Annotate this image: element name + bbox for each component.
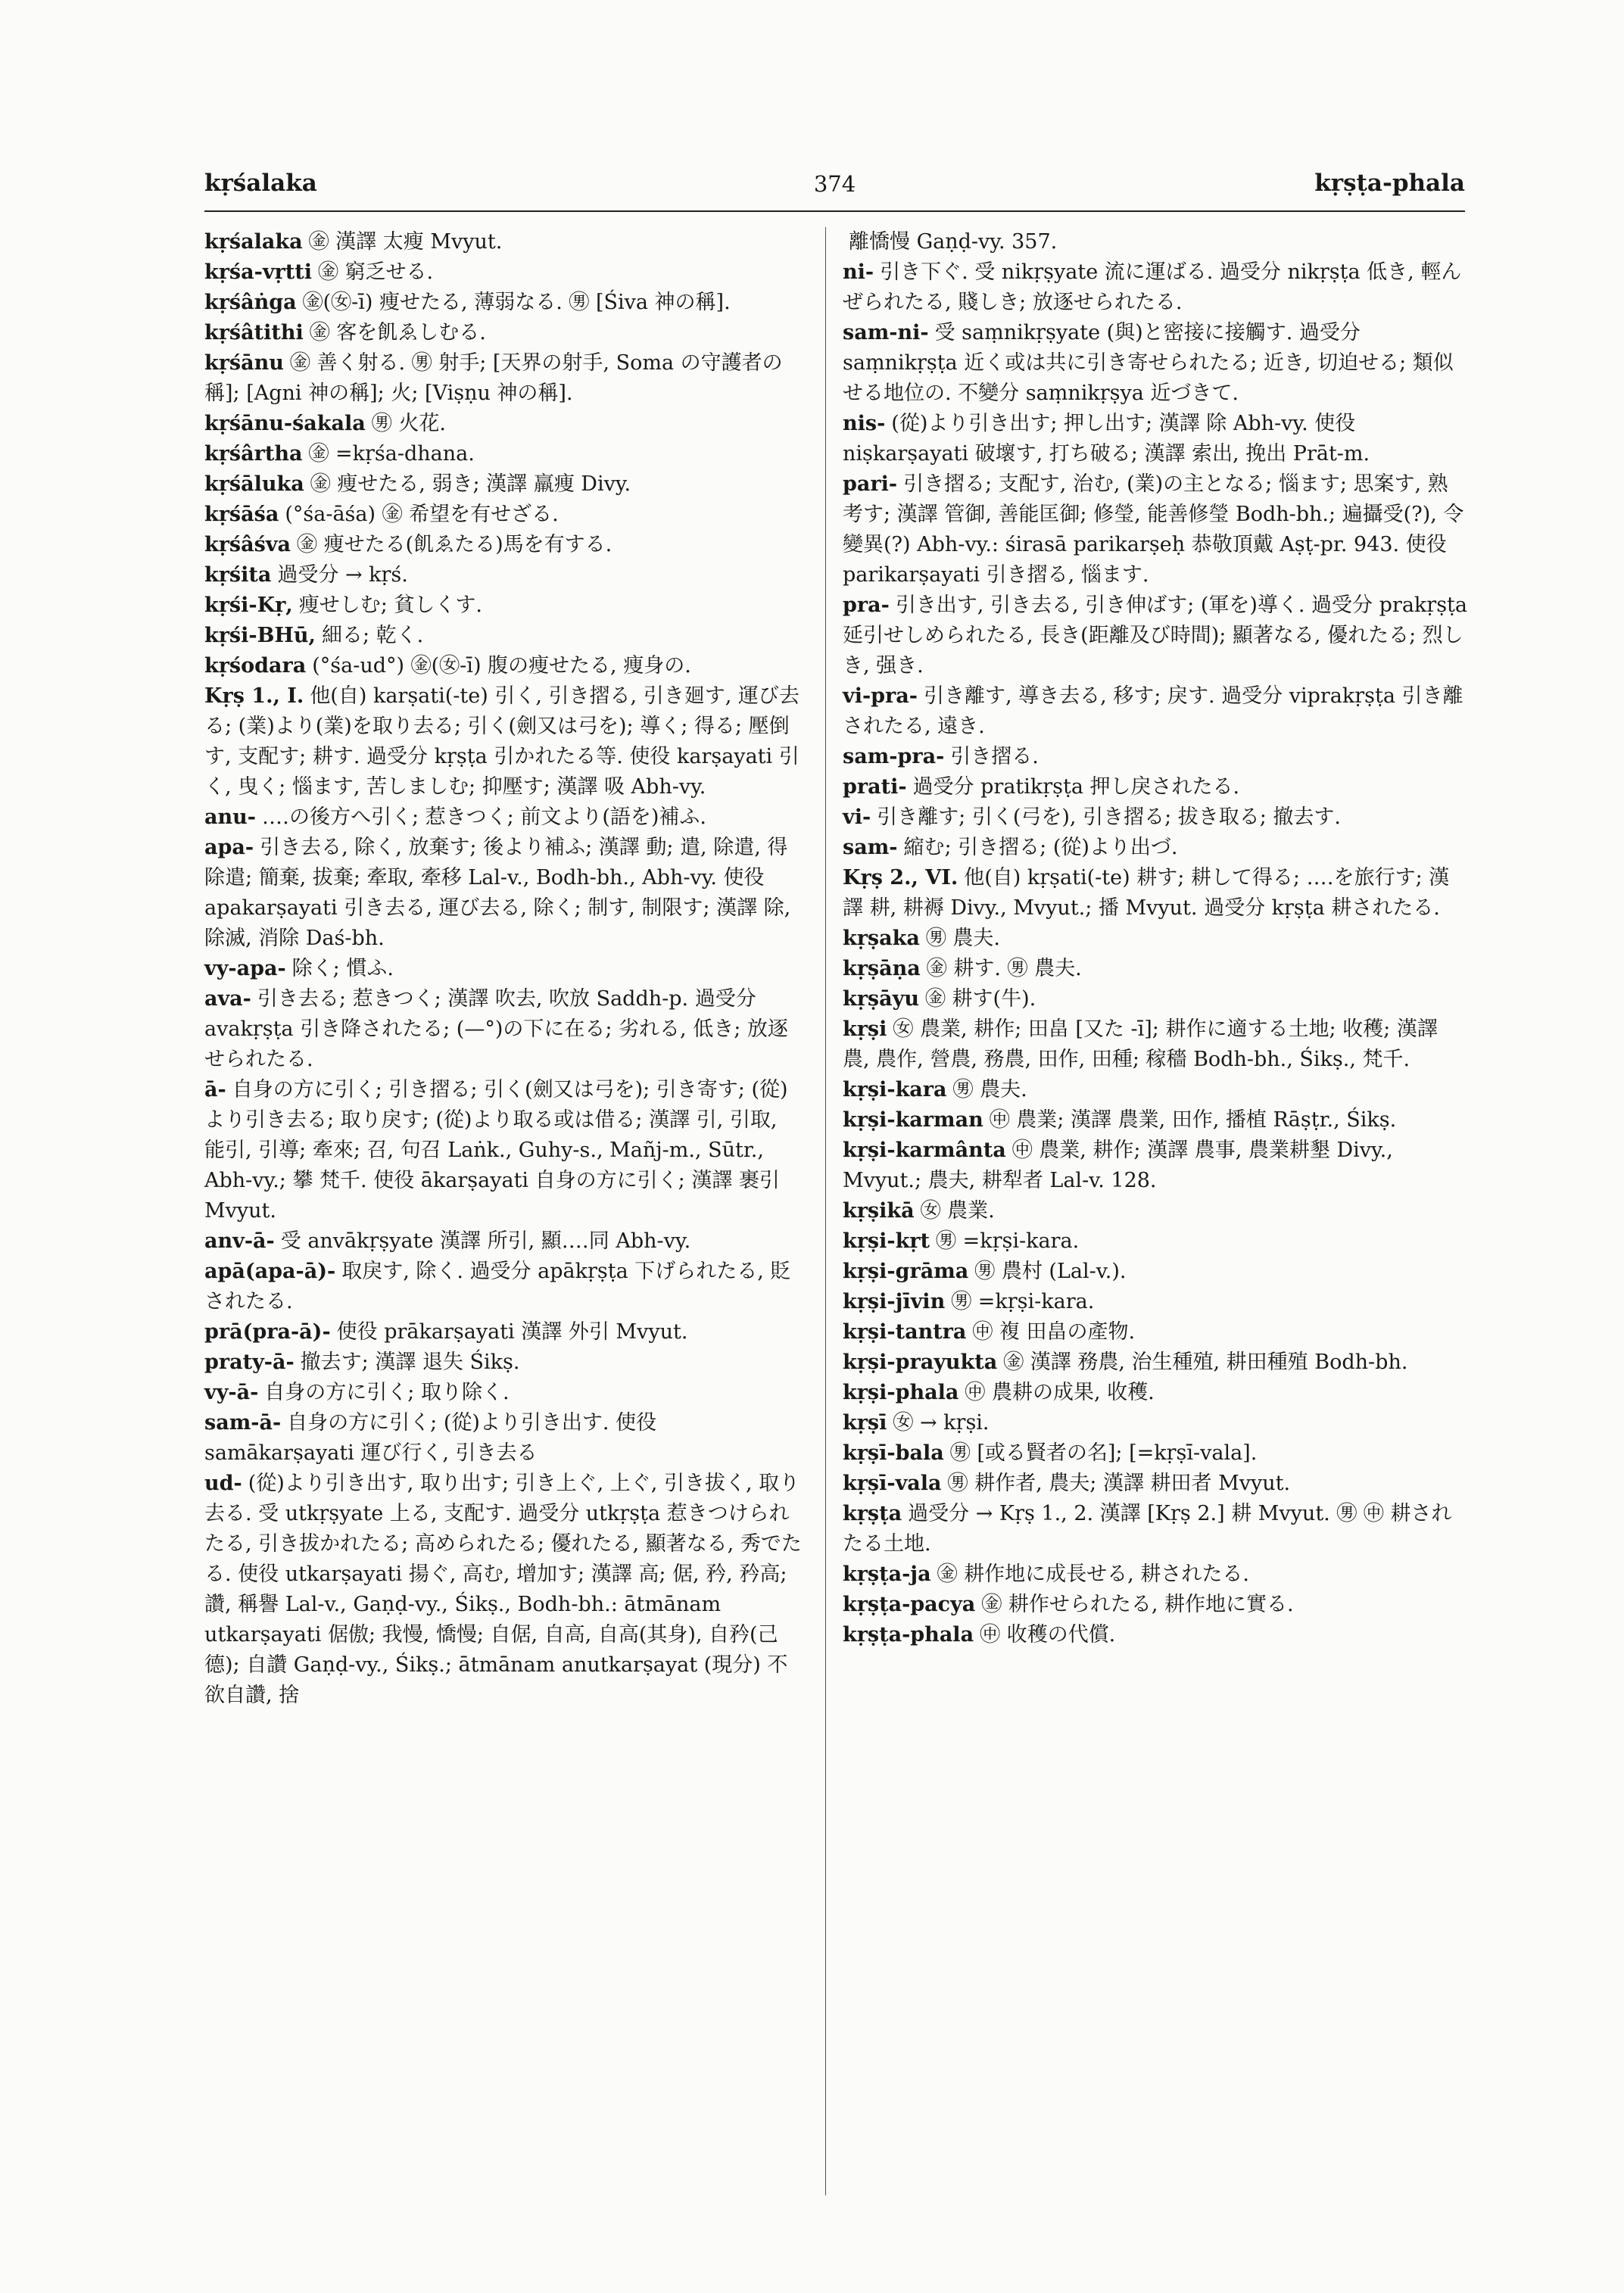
dictionary-entry bbox=[843, 1347, 1467, 1378]
entry-headword: sam- bbox=[843, 836, 898, 859]
entry-definition: ㊎(㊛-ī) 痩せたる, 薄弱なる. ㊚ [Śiva 神の稱]. bbox=[302, 291, 731, 314]
entry-definition: 引き去る, 除く, 放棄す; 後より補ふ; 漢譯 動; 遣, 除遣, 得除遣; 簡棄, 拔棄; 牽取, 牽移 Lal-v., Bodh-bh., Abh-vy. 使役 apakarṣayati 引き去る, 運び去る, 除く; 制す, 制限す; 漢譯 除, 除滅, 消除 Daś-bh. bbox=[204, 836, 791, 950]
entry-headword: sam-ā- bbox=[204, 1411, 282, 1435]
dictionary-entry bbox=[843, 772, 1467, 802]
entry-headword: ava- bbox=[204, 987, 251, 1011]
dictionary-entry bbox=[204, 590, 803, 621]
entry-headword: vy-ā- bbox=[204, 1381, 259, 1404]
dictionary-entry bbox=[843, 1620, 1467, 1650]
entry-headword: anu- bbox=[204, 805, 256, 829]
entry-definition: ‥‥の後方へ引く; 惹きつく; 前文より(語を)補ふ. bbox=[261, 805, 706, 829]
entry-headword: ni- bbox=[843, 260, 874, 284]
entry-headword: kṛṣi-tantra bbox=[843, 1320, 967, 1344]
entry-headword: kṛṣi bbox=[843, 1017, 887, 1041]
entry-definition: ㊚ 火花. bbox=[371, 412, 446, 435]
entry-headword: kṛśa-vṛtti bbox=[204, 260, 312, 284]
entry-definition: ㊚ 耕作者, 農夫; 漢譯 耕田者 Mvyut. bbox=[947, 1472, 1291, 1495]
entry-headword: pra- bbox=[843, 594, 890, 617]
entry-headword: kṛśârtha bbox=[204, 442, 303, 466]
entry-definition: 他(自) karṣati(-te) 引く, 引き摺る, 引き廻す, 運び去る; (業)より(業)を取り去る; 引く(劍又は弓を); 導く; 得る; 壓倒す, 支配す; 耕す. 過受分 kṛṣṭa 引かれたる等. 使役 karṣayati 引く, 曳く; 惱ます, 苦しましむ; 抑壓す; 漢譯 吸 Abh-vy. bbox=[204, 684, 800, 799]
dictionary-entry bbox=[204, 651, 803, 681]
entry-headword: apa- bbox=[204, 836, 254, 859]
entry-definition: ㊚ =kṛṣi-kara. bbox=[951, 1290, 1095, 1313]
entry-definition: 取戾す, 除く. 過受分 apākṛṣṭa 下げられたる, 貶されたる. bbox=[204, 1260, 791, 1313]
entry-headword: kṛṣṭa-pacya bbox=[843, 1593, 976, 1616]
entry-definition: ㊎ =kṛśa-dhana. bbox=[308, 442, 475, 466]
entry-definition: ㊎ 耕作せられたる, 耕作地に實る. bbox=[981, 1593, 1294, 1616]
entry-headword: kṛṣāyu bbox=[843, 987, 919, 1011]
entry-headword: kṛśâṅga bbox=[204, 291, 297, 314]
entry-headword: apā(apa-ā)- bbox=[204, 1260, 336, 1283]
dictionary-entry bbox=[204, 288, 803, 318]
entry-headword: kṛṣi-grāma bbox=[843, 1260, 969, 1283]
entry-definition: 細る; 乾く. bbox=[321, 624, 424, 647]
dictionary-entry bbox=[204, 530, 803, 560]
entry-definition: ㊎ 耕す(牛). bbox=[924, 987, 1036, 1011]
entry-definition: ㊚ =kṛṣi-kara. bbox=[936, 1229, 1080, 1253]
entry-definition: 撤去す; 漢譯 退失 Śikṣ. bbox=[300, 1351, 520, 1374]
entry-headword: sam-ni- bbox=[843, 321, 929, 344]
dictionary-entry bbox=[843, 1226, 1467, 1257]
dictionary-entry bbox=[204, 954, 803, 984]
entry-definition: ㊛ 農業, 耕作; 田畠 [又た -ī]; 耕作に適する土地; 收穫; 漢譯 農, 農作, 營農, 務農, 田作, 田種; 稼穡 Bodh-bh., Śikṣ., 梵千. bbox=[843, 1017, 1438, 1071]
entry-definition: ㊚ 農村 (Lal-v.). bbox=[974, 1260, 1127, 1283]
entry-definition: 引き離す, 導き去る, 移す; 戾す. 過受分 viprakṛṣṭa 引き離されたる, 遠き. bbox=[843, 684, 1463, 738]
entry-definition: ㊛ 農業. bbox=[920, 1199, 995, 1223]
dictionary-entry bbox=[843, 1378, 1467, 1408]
entry-definition: ㊎ 耕す. ㊚ 農夫. bbox=[926, 957, 1082, 980]
entry-definition: ㊥ 農耕の成果, 收穫. bbox=[965, 1381, 1155, 1404]
dictionary-entry bbox=[843, 1105, 1467, 1136]
entry-headword: kṛṣī bbox=[843, 1411, 887, 1435]
entry-definition: ㊎ 客を飢ゑしむる. bbox=[309, 321, 486, 344]
dictionary-entry bbox=[204, 1075, 803, 1226]
page-number: 374 bbox=[813, 171, 856, 197]
entry-headword: kṛśāśa bbox=[204, 503, 279, 526]
entry-headword: kṛṣāṇa bbox=[843, 957, 921, 980]
entry-headword: kṛṣi-kara bbox=[843, 1078, 947, 1101]
right-column bbox=[843, 227, 1467, 1650]
dictionary-entry bbox=[204, 348, 803, 409]
entry-definition: ㊚ [或る賢者の名]; [=kṛṣī-vala]. bbox=[949, 1441, 1258, 1465]
dictionary-entry bbox=[843, 1559, 1467, 1590]
entry-definition: (°śa-ud°) ㊎(㊛-ī) 腹の痩せたる, 痩身の. bbox=[312, 654, 691, 678]
entry-definition: ㊎ 善く射る. ㊚ 射手; [天界の射手, Soma の守護者の稱]; [Agni 神の稱]; 火; [Viṣṇu 神の稱]. bbox=[204, 351, 783, 405]
entry-definition: 除く; 慣ふ. bbox=[291, 957, 394, 980]
entry-headword: kṛṣikā bbox=[843, 1199, 915, 1223]
entry-definition: 使役 prākarṣayati 漢譯 外引 Mvyut. bbox=[336, 1320, 688, 1344]
dictionary-entry bbox=[843, 590, 1467, 681]
entry-definition: ㊎ 窮乏せる. bbox=[317, 260, 434, 284]
dictionary-entry bbox=[843, 469, 1467, 590]
dictionary-entry bbox=[843, 1408, 1467, 1438]
entry-definition: ㊎ 耕作地に成長せる, 耕されたる. bbox=[937, 1562, 1249, 1586]
entry-headword: sam-pra- bbox=[843, 745, 945, 768]
entry-headword: kṛṣi-prayukta bbox=[843, 1351, 998, 1374]
entry-headword: kṛṣi-jīvin bbox=[843, 1290, 946, 1313]
dictionary-entry bbox=[204, 1226, 803, 1257]
dictionary-entry bbox=[843, 984, 1467, 1014]
dictionary-entry bbox=[204, 833, 803, 954]
dictionary-entry bbox=[843, 954, 1467, 984]
entry-headword: nis- bbox=[843, 412, 886, 435]
dictionary-entry bbox=[843, 257, 1467, 318]
dictionary-entry bbox=[204, 1317, 803, 1347]
entry-definition: ㊎ 漢譯 太瘦 Mvyut. bbox=[308, 230, 503, 254]
dictionary-entry bbox=[204, 621, 803, 651]
dictionary-entry bbox=[843, 742, 1467, 772]
dictionary-entry bbox=[843, 227, 1467, 257]
entry-headword: kṛśi-BHū, bbox=[204, 624, 316, 647]
entry-headword: kṛṣṭa-phala bbox=[843, 1623, 974, 1647]
entry-headword: kṛṣaka bbox=[843, 927, 920, 950]
entry-definition: 引き出す, 引き去る, 引き伸ばす; (軍を)導く. 過受分 prakṛṣṭa 延引せしめられたる, 長き(距離及び時間); 顯著なる, 優れたる; 烈しき, 强き. bbox=[843, 594, 1467, 678]
dictionary-entry bbox=[204, 984, 803, 1075]
entry-headword: anv-ā- bbox=[204, 1229, 275, 1253]
dictionary-entry bbox=[843, 1196, 1467, 1226]
dictionary-entry bbox=[204, 409, 803, 439]
entry-headword: kṛśâśva bbox=[204, 533, 291, 556]
entry-headword: kṛṣī-vala bbox=[843, 1472, 942, 1495]
entry-definition: 自身の方に引く; 引き摺る; 引く(劍又は弓を); 引き寄す; (從)より引き去る; 取り戾す; (從)より取る或は借る; 漢譯 引, 引取, 能引, 引導; 牽來; 召, 句召 Laṅk., Guhy-s., Mañj-m., Sūtr., Abh-vy.; 攀 梵千. 使役 ākarṣayati 自身の方に引く; 漢譯 裹引 Mvyut. bbox=[204, 1078, 788, 1223]
entry-definition: ㊥ 農業, 耕作; 漢譯 農事, 農業耕墾 Divy., Mvyut.; 農夫, 耕犁者 Lal-v. 128. bbox=[843, 1139, 1393, 1192]
dictionary-entry bbox=[204, 257, 803, 288]
header-rule bbox=[204, 210, 1465, 212]
dictionary-entry bbox=[843, 1499, 1467, 1559]
entry-headword: ud- bbox=[204, 1472, 242, 1495]
entry-definition: 過受分 → Kṛṣ 1., 2. 漢譯 [Kṛṣ 2.] 耕 Mvyut. ㊚ ㊥ 耕されたる土地. bbox=[843, 1502, 1452, 1556]
entry-headword: Kṛṣ 2., VI. bbox=[843, 866, 959, 889]
dictionary-entry bbox=[843, 924, 1467, 954]
left-column bbox=[204, 227, 803, 1711]
dictionary-entry bbox=[204, 560, 803, 590]
entry-definition: ㊥ 農業; 漢譯 農業, 田作, 播植 Rāṣṭr., Śikṣ. bbox=[989, 1108, 1397, 1132]
entry-definition: 過受分 → kṛś. bbox=[277, 563, 408, 587]
entry-headword: kṛṣi-karman bbox=[843, 1108, 983, 1132]
entry-headword: kṛśodara bbox=[204, 654, 307, 678]
dictionary-entry bbox=[204, 1257, 803, 1317]
entry-headword: Kṛṣ 1., I. bbox=[204, 684, 304, 708]
dictionary-entry bbox=[204, 1347, 803, 1378]
dictionary-entry bbox=[204, 681, 803, 802]
entry-headword: vi-pra- bbox=[843, 684, 918, 708]
entry-headword: vy-apa- bbox=[204, 957, 286, 980]
dictionary-entry bbox=[843, 318, 1467, 409]
dictionary-entry bbox=[843, 1287, 1467, 1317]
entry-headword: kṛṣi-karmânta bbox=[843, 1139, 1006, 1162]
entry-headword: kṛṣi-phala bbox=[843, 1381, 959, 1404]
dictionary-entry bbox=[204, 227, 803, 257]
dictionary-entry bbox=[843, 833, 1467, 863]
entry-definition: 離憍慢 Gaṇḍ-vy. 357. bbox=[849, 230, 1058, 254]
entry-definition: (從)より引き出す, 取り出す; 引き上ぐ, 上ぐ, 引き拔く, 取り去る. 受 utkṛṣyate 上る, 支配す. 過受分 utkṛṣṭa 惹きつけられたる, 引き拔かれたる; 高められたる; 優れたる, 顯著なる, 秀でたる. 使役 utkarṣayati 揚ぐ, 高む, 增加す; 漢譯 高; 倨, 矜, 矜高; 讚, 稱譽 Lal-v., Gaṇḍ-vy., Śikṣ., Bodh-bh.: ātmānam utkarṣayati 倨傲; 我慢, 憍慢; 自倨, 自高, 自高(其身), 自矜(己德); 自讚 Gaṇḍ-vy., Śikṣ.; ātmānam anutkarṣayat (現分) 不欲自讚, 捨 bbox=[204, 1472, 802, 1707]
entry-headword: prati- bbox=[843, 775, 907, 799]
entry-headword: praty-ā- bbox=[204, 1351, 295, 1374]
entry-definition: ㊎ 漢譯 務農, 治生種殖, 耕田種殖 Bodh-bh. bbox=[1003, 1351, 1408, 1374]
entry-definition: 過受分 pratikṛṣṭa 押し戾されたる. bbox=[912, 775, 1240, 799]
dictionary-entry bbox=[204, 439, 803, 469]
entry-headword: kṛṣi-kṛt bbox=[843, 1229, 930, 1253]
page-header bbox=[204, 162, 1465, 207]
entry-definition: 引き摺る. bbox=[950, 745, 1039, 768]
entry-headword: kṛṣṭa-ja bbox=[843, 1562, 931, 1586]
entry-headword: kṛśalaka bbox=[204, 230, 303, 254]
dictionary-entry bbox=[843, 863, 1467, 924]
entry-headword: vi- bbox=[843, 805, 871, 829]
entry-headword: kṛśānu-śakala bbox=[204, 412, 366, 435]
dictionary-entry bbox=[204, 1378, 803, 1408]
entry-headword: kṛśi-Kṛ, bbox=[204, 594, 293, 617]
dictionary-entry bbox=[843, 802, 1467, 833]
entry-headword: ā- bbox=[204, 1078, 226, 1101]
entry-headword: kṛṣṭa bbox=[843, 1502, 902, 1525]
entry-definition: ㊥ 收穫の代償. bbox=[980, 1623, 1116, 1647]
entry-definition: ㊛ → kṛṣi. bbox=[893, 1411, 990, 1435]
entry-definition: 引き下ぐ. 受 nikṛṣyate 流に運ばる. 過受分 nikṛṣṭa 低き, 輕んぜられたる, 賤しき; 放逐せられたる. bbox=[843, 260, 1462, 314]
entry-definition: 引き摺る; 支配す, 治む, (業)の主となる; 惱ます; 思案す, 熟考す; 漢譯 管御, 善能匡御; 修瑩, 能善修瑩 Bodh-bh.; 遍攝受(?), 令變異(?) Abh-vy.: śirasā parikarṣeḥ 恭敬頂戴 Aṣṭ-pr. 943. 使役 parikarṣayati 引き摺る, 惱ます. bbox=[843, 472, 1464, 587]
entry-definition: 受 saṃnikṛṣyate (與)と密接に接觸す. 過受分 saṃnikṛṣṭa 近く或は共に引き寄せられたる; 近き, 切迫せる; 類似せる地位の. 不變分 saṃnikṛṣya 近づきて. bbox=[843, 321, 1454, 405]
entry-definition: 縮む; 引き摺る; (從)より出づ. bbox=[903, 836, 1178, 859]
dictionary-entry bbox=[204, 500, 803, 530]
entry-definition: ㊥ 複 田畠の產物. bbox=[972, 1320, 1136, 1344]
entry-definition: ㊎ 痩せたる(飢ゑたる)馬を有する. bbox=[297, 533, 613, 556]
entry-headword: prā(pra-ā)- bbox=[204, 1320, 331, 1344]
dictionary-entry bbox=[204, 1408, 803, 1469]
entry-definition: 痩せしむ; 貧しくす. bbox=[298, 594, 482, 617]
dictionary-entry bbox=[204, 802, 803, 833]
dictionary-entry bbox=[843, 1136, 1467, 1196]
dictionary-entry bbox=[204, 469, 803, 500]
dictionary-entry bbox=[843, 1469, 1467, 1499]
entry-headword: kṛśita bbox=[204, 563, 272, 587]
dictionary-entry bbox=[843, 1075, 1467, 1105]
dictionary-entry bbox=[204, 1469, 803, 1711]
left-running-headword: kṛśalaka bbox=[204, 170, 317, 197]
dictionary-entry bbox=[843, 1438, 1467, 1469]
entry-definition: ㊚ 農夫. bbox=[952, 1078, 1027, 1101]
dictionary-entry bbox=[843, 409, 1467, 469]
entry-definition: ㊚ 農夫. bbox=[925, 927, 1001, 950]
entry-definition: 引き去る; 惹きつく; 漢譯 吹去, 吹放 Saddh-p. 過受分 avakṛṣṭa 引き降されたる; (—°)の下に在る; 劣れる, 低き; 放逐せられたる. bbox=[204, 987, 788, 1071]
entry-definition: 自身の方に引く; (從)より引き出す. 使役 samākarṣayati 運び行く, 引き去る bbox=[204, 1411, 657, 1465]
entry-definition: 受 anvākṛṣyate 漢譯 所引, 顯‥‥同 Abh-vy. bbox=[280, 1229, 691, 1253]
dictionary-entry bbox=[843, 1257, 1467, 1287]
right-running-headword: kṛṣṭa-phala bbox=[1314, 170, 1465, 197]
entry-definition: ㊎ 痩せたる, 弱き; 漢譯 羸痩 Divy. bbox=[310, 472, 631, 496]
entry-headword: kṛśâtithi bbox=[204, 321, 304, 344]
dictionary-entry bbox=[843, 1590, 1467, 1620]
entry-headword: kṛśānu bbox=[204, 351, 284, 375]
entry-headword: kṛṣī-bala bbox=[843, 1441, 944, 1465]
entry-definition: 引き離す; 引く(弓を), 引き摺る; 拔き取る; 撤去す. bbox=[877, 805, 1342, 829]
dictionary-entry bbox=[843, 681, 1467, 742]
column-divider bbox=[825, 227, 826, 2195]
entry-headword: pari- bbox=[843, 472, 898, 496]
entry-headword: kṛśāluka bbox=[204, 472, 304, 496]
entry-definition: (°śa-āśa) ㊎ 希望を有せざる. bbox=[285, 503, 559, 526]
dictionary-entry bbox=[204, 318, 803, 348]
entry-definition: 自身の方に引く; 取り除く. bbox=[264, 1381, 510, 1404]
entry-definition: (從)より引き出す; 押し出す; 漢譯 除 Abh-vy. 使役 niṣkarṣayati 破壞す, 打ち破る; 漢譯 索出, 挽出 Prāt-m. bbox=[843, 412, 1370, 466]
entry-definition: 他(自) kṛṣati(-te) 耕す; 耕して得る; ‥‥を旅行す; 漢譯 耕, 耕褥 Divy., Mvyut.; 播 Mvyut. 過受分 kṛṣṭa 耕されたる. bbox=[843, 866, 1450, 920]
dictionary-entry bbox=[843, 1317, 1467, 1347]
dictionary-entry bbox=[843, 1014, 1467, 1075]
